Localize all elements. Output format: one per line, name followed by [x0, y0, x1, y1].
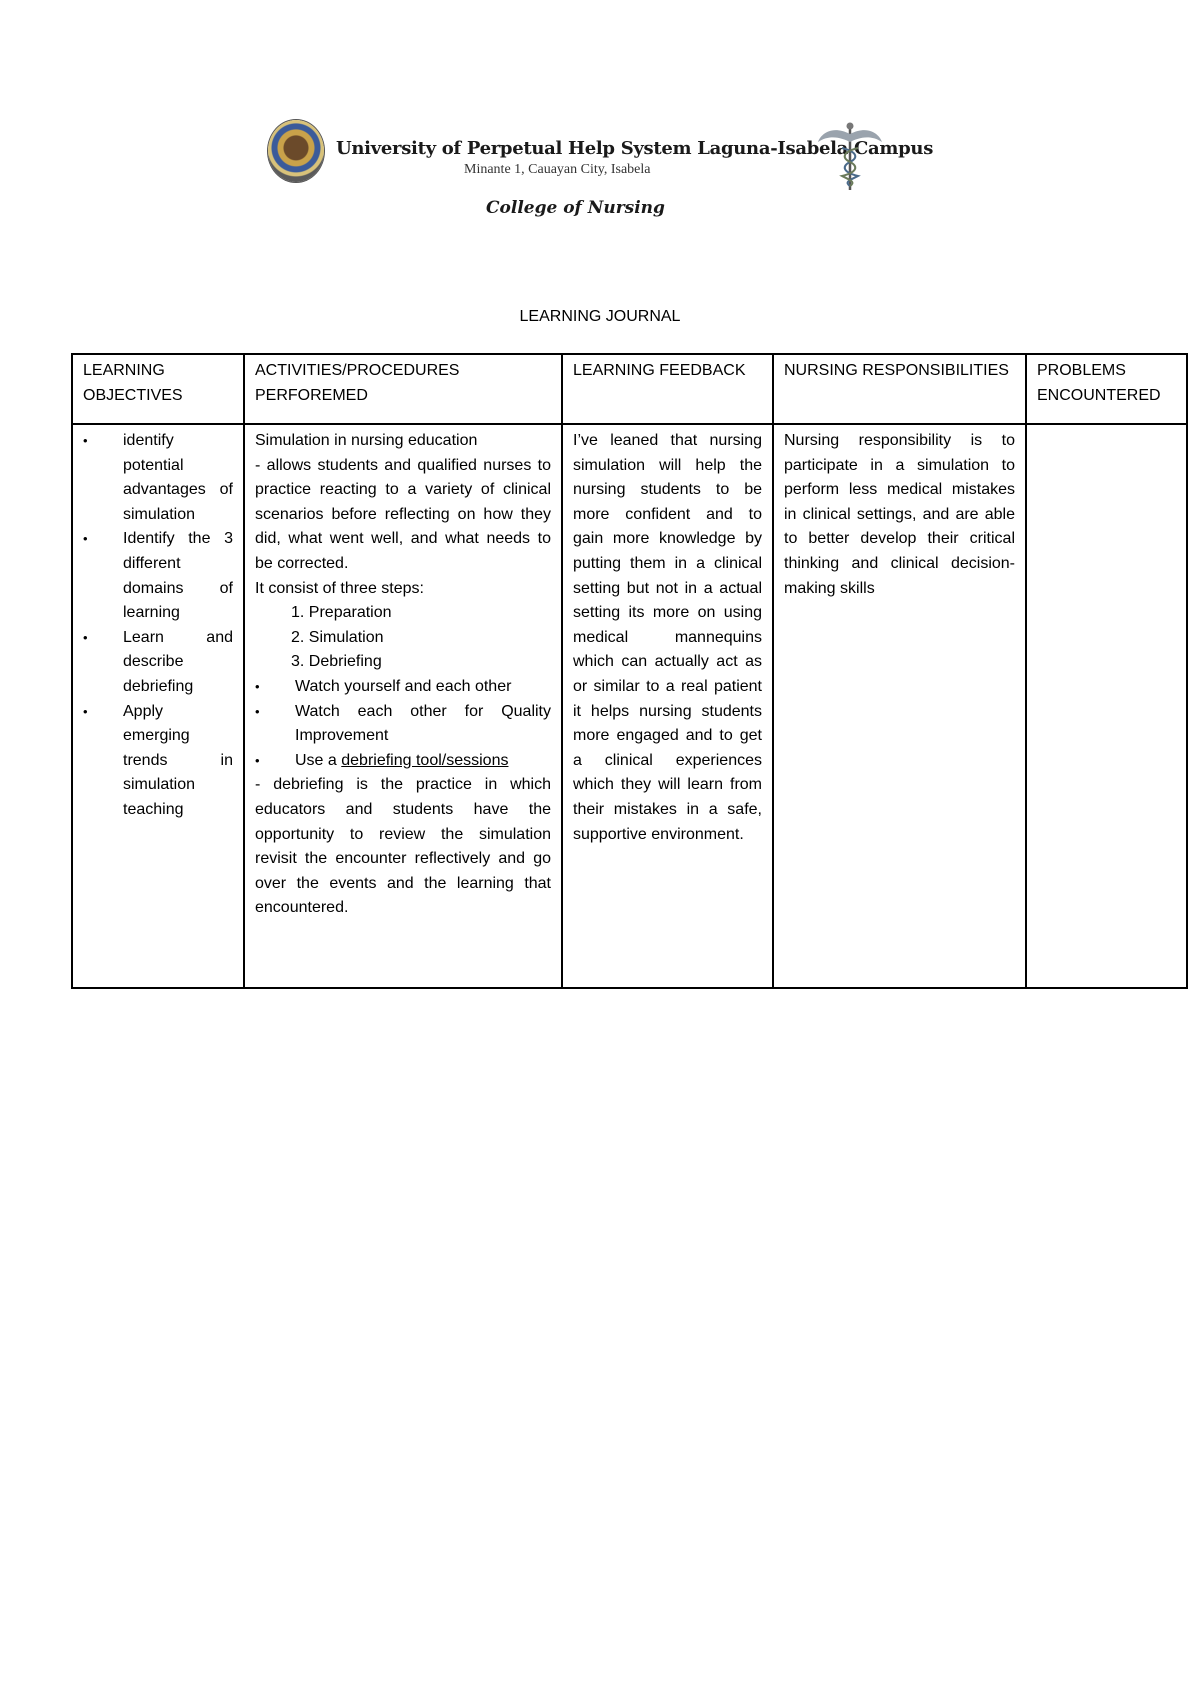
header-learning-objectives: LEARNING OBJECTIVES: [72, 354, 244, 424]
list-item: 2. Simulation: [291, 628, 384, 646]
tool-prefix: Use a: [295, 751, 342, 769]
steps-intro: It consist of three steps:: [255, 579, 424, 597]
list-item: 1. Preparation: [291, 604, 392, 622]
debriefing-description: - debriefing is the practice in which educators and students have the opportunity to review the simulation revisit the encounter reflectively and go over the events and the learning that encountered.: [255, 776, 551, 917]
letterhead: [268, 112, 934, 232]
list-item: 3. Debriefing: [291, 653, 382, 671]
activities-heading: Simulation in nursing education: [255, 432, 478, 449]
objectives-cell: [72, 424, 244, 988]
list-item: • Watch yourself and each other: [255, 675, 551, 700]
activities-description: - allows students and qualified nurses to practice reacting to a variety of clinical scenarios before reflecting on how they did, what went well, and what needs to be corrected.: [255, 456, 551, 572]
activities-bullets: [255, 675, 551, 773]
objectives-list: [83, 429, 233, 823]
university-name: University of Perpetual Help System Laguna-Isabela Campus: [336, 138, 934, 159]
list-item: • Learn and describe debriefing: [83, 626, 233, 700]
steps-list: [255, 601, 551, 675]
list-item: • Watch each other for Quality Improvement: [255, 700, 551, 749]
list-item: • Apply emerging trends in simulation teaching: [83, 700, 233, 823]
college-name: College of Nursing: [486, 198, 665, 218]
list-item: • identify potential advantages of simulation: [83, 429, 233, 527]
page-title: LEARNING JOURNAL: [519, 308, 681, 325]
header-nursing-responsibilities: NURSING RESPONSIBILITIES: [773, 354, 1026, 424]
header-activities: ACTIVITIES/PROCEDURES PERFOREMED: [244, 354, 562, 424]
header-learning-feedback: LEARNING FEEDBACK: [562, 354, 773, 424]
list-item: • Identify the 3 different domains of learning: [83, 527, 233, 625]
university-address: Minante 1, Cauayan City, Isabela: [464, 162, 651, 177]
table-row: [72, 424, 1187, 988]
debriefing-tool-link: debriefing tool/sessions: [341, 751, 509, 769]
header-problems-encountered: PROBLEMS ENCOUNTERED: [1026, 354, 1187, 424]
caduceus-icon: [816, 120, 884, 192]
list-item: [255, 749, 551, 774]
responsibilities-cell: Nursing responsibility is to participate in a simulation to perform less medical mistakes in clinical settings, and are able to better develop their critical thinking and clinical decision-making skills: [773, 424, 1026, 988]
problems-cell: [1026, 424, 1187, 988]
feedback-cell: I’ve leaned that nursing simulation will help the nursing students to be more confident and to gain more knowledge by putting them in a clinical setting but not in a actual setting its more on using medical mannequins which can actually act as or similar to a real patient it helps nursing students more engaged and to get a clinical experiences which they will learn from their mistakes in a safe, supportive environment.: [562, 424, 773, 988]
university-seal-icon: [268, 120, 324, 182]
learning-journal-table: [71, 353, 1188, 989]
activities-cell: [244, 424, 562, 988]
table-header-row: [72, 354, 1187, 424]
